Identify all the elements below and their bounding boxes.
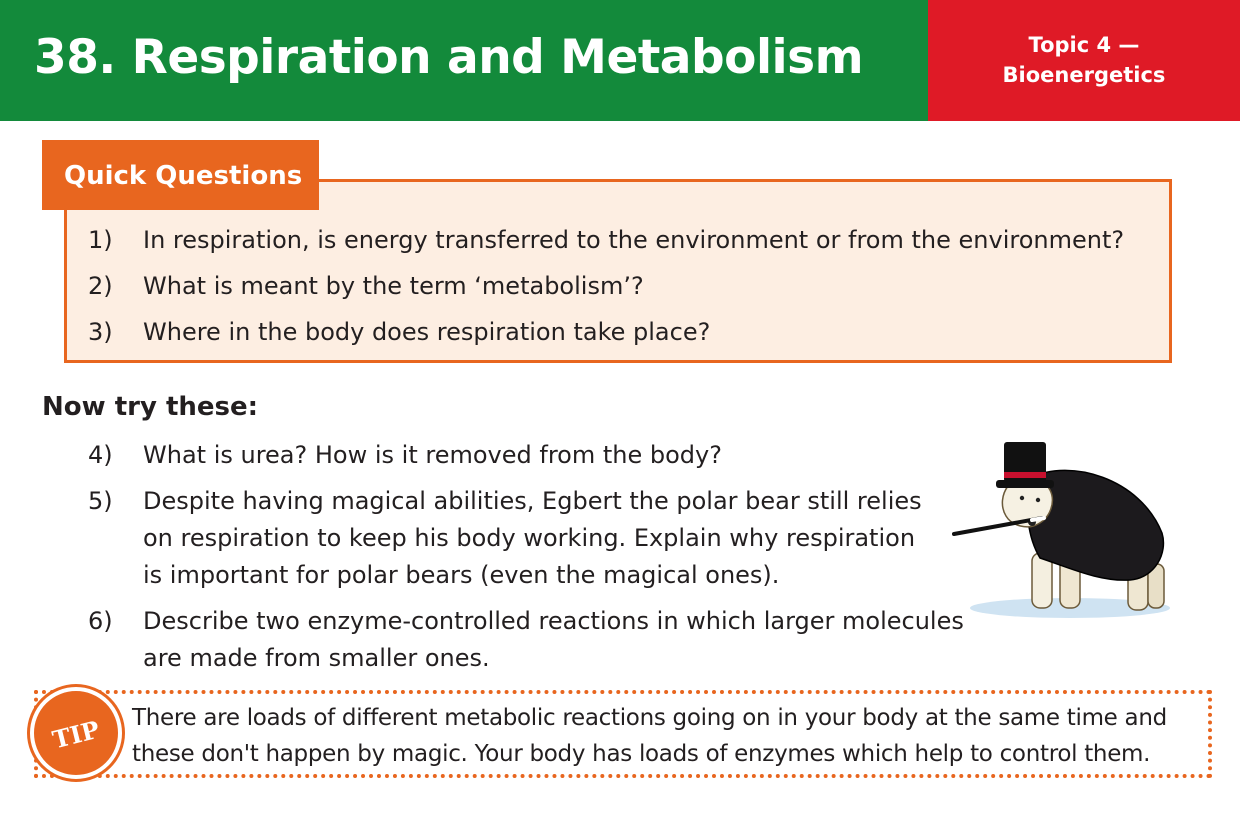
question-number: 1) bbox=[88, 226, 113, 254]
question-text: In respiration, is energy transferred to the environment or from the environment? bbox=[143, 226, 1125, 254]
quick-questions-label: Quick Questions bbox=[42, 140, 319, 210]
topic-name: Bioenergetics bbox=[1002, 63, 1166, 87]
question-text-line: are made from smaller ones. bbox=[143, 644, 490, 672]
topic-badge bbox=[928, 0, 1240, 121]
question-text: Where in the body does respiration take place? bbox=[143, 318, 711, 346]
tip-badge bbox=[30, 687, 122, 779]
question-number: 3) bbox=[88, 318, 113, 346]
page-title: 38. Respiration and Metabolism bbox=[34, 30, 864, 85]
question-number: 6) bbox=[88, 607, 113, 635]
question-number: 4) bbox=[88, 441, 113, 469]
polar-bear-illustration bbox=[950, 438, 1180, 628]
tip-text-line: these don't happen by magic. Your body has loads of enzymes which help to control them. bbox=[132, 741, 1151, 767]
question-number: 2) bbox=[88, 272, 113, 300]
question-number: 5) bbox=[88, 487, 113, 515]
question-text: What is urea? How is it removed from the body? bbox=[143, 441, 722, 469]
question-text: What is meant by the term ‘metabolism’? bbox=[143, 272, 644, 300]
header-bar bbox=[0, 0, 928, 121]
tip-label: TIP bbox=[49, 714, 103, 755]
tip-text-line: There are loads of different metabolic reactions going on in your body at the same time and bbox=[132, 705, 1167, 731]
question-text-line: Despite having magical abilities, Egbert the polar bear still relies bbox=[143, 487, 922, 515]
question-text-line: Describe two enzyme-controlled reactions in which larger molecules bbox=[143, 607, 964, 635]
question-text-line: is important for polar bears (even the magical ones). bbox=[143, 561, 780, 589]
topic-number: Topic 4 — bbox=[1028, 33, 1140, 57]
now-try-heading: Now try these: bbox=[42, 392, 259, 422]
question-text-line: on respiration to keep his body working. Explain why respiration bbox=[143, 524, 916, 552]
